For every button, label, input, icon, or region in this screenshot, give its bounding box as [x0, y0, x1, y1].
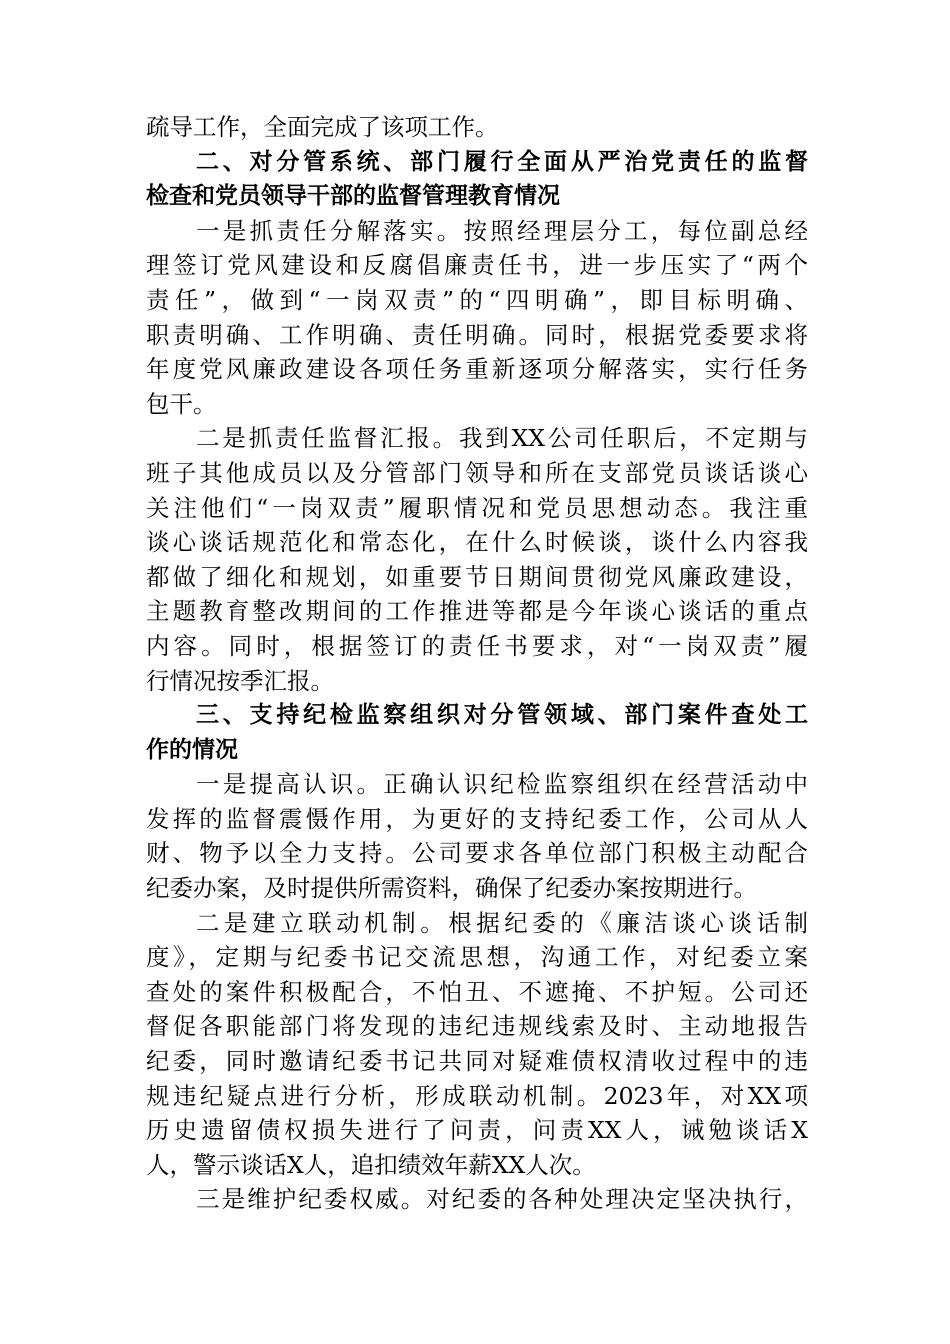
document-page: [146, 110, 808, 1217]
text-line: 班子其他成员以及分管部门领导和所在支部党员谈话谈心: [146, 458, 808, 487]
text-line: 疏导工作，全面完成了该项工作。: [146, 113, 499, 141]
section-heading: [146, 145, 808, 214]
text-line: 都做了细化和规划，如重要节日期间贯彻党风廉政建设，: [146, 562, 808, 591]
section-heading: [146, 698, 808, 767]
text-line: 主题教育整改期间的工作推进等都是今年谈心谈话的重点: [146, 597, 808, 626]
text-line: 责任”，做到“一岗双责”的“四明确”，即目标明确、: [146, 285, 808, 314]
text-line: 关注他们“一岗双责”履职情况和党员思想动态。我注重: [146, 493, 808, 522]
body-paragraph: [146, 1182, 808, 1217]
text-line: 查处的案件积极配合，不怕丑、不遮掩、不护短。公司还: [146, 977, 808, 1006]
text-line: 二是抓责任监督汇报。我到XX公司任职后，不定期与: [196, 424, 808, 453]
text-line: 人，警示谈话X人，追扣绩效年薪XX人次。: [146, 1150, 596, 1179]
text-line: 一是提高认识。正确认识纪检监察组织在经营活动中: [196, 770, 808, 799]
text-line: 度》，定期与纪委书记交流思想，沟通工作，对纪委立案: [146, 943, 808, 972]
text-line: 督促各职能部门将发现的违纪违规线索及时、主动地报告: [146, 1012, 808, 1041]
text-line: 纪委办案，及时提供所需资料，确保了纪委办案按期进行。: [146, 874, 757, 903]
text-line: 三、支持纪检监察组织对分管领域、部门案件查处工: [196, 702, 808, 729]
text-line: 职责明确、工作明确、责任明确。同时，根据党委要求将: [146, 320, 808, 349]
text-line: 历史遗留债权损失进行了问责，问责XX人，诫勉谈话X: [146, 1116, 808, 1145]
text-line: 二、对分管系统、部门履行全面从严治党责任的监督: [196, 148, 808, 175]
text-line: 纪委，同时邀请纪委书记共同对疑难债权清收过程中的违: [146, 1047, 808, 1076]
text-line: 作的情况: [146, 736, 238, 763]
text-line: 谈心谈话规范化和常态化，在什么时候谈，谈什么内容我: [146, 528, 808, 557]
body-paragraph: [146, 214, 808, 422]
body-paragraph: [146, 421, 808, 698]
body-paragraph: [146, 767, 808, 905]
body-paragraph: [146, 906, 808, 1183]
text-line: 包干。: [146, 389, 217, 418]
text-line: 发挥的监督震慑作用，为更好的支持纪委工作，公司从人: [146, 804, 808, 833]
text-line: 行情况按季汇报。: [146, 666, 334, 695]
text-line: 一是抓责任分解落实。按照经理层分工，每位副总经: [196, 216, 808, 245]
text-line: 内容。同时，根据签订的责任书要求，对“一岗双责”履: [146, 631, 808, 660]
text-line: 年度党风廉政建设各项任务重新逐项分解落实，实行任务: [146, 355, 808, 384]
text-line: 规违纪疑点进行分析，形成联动机制。2023年，对XX项: [146, 1081, 808, 1110]
text-line: 检查和党员领导干部的监督管理教育情况: [146, 183, 560, 210]
text-line: 二是建立联动机制。根据纪委的《廉洁谈心谈话制: [196, 908, 808, 937]
text-line: 理签订党风建设和反腐倡廉责任书，进一步压实了“两个: [146, 251, 808, 280]
text-line: 财、物予以全力支持。公司要求各单位部门积极主动配合: [146, 839, 808, 868]
body-paragraph: [146, 110, 808, 145]
text-line: 三是维护纪委权威。对纪委的各种处理决定坚决执行，: [196, 1185, 808, 1214]
